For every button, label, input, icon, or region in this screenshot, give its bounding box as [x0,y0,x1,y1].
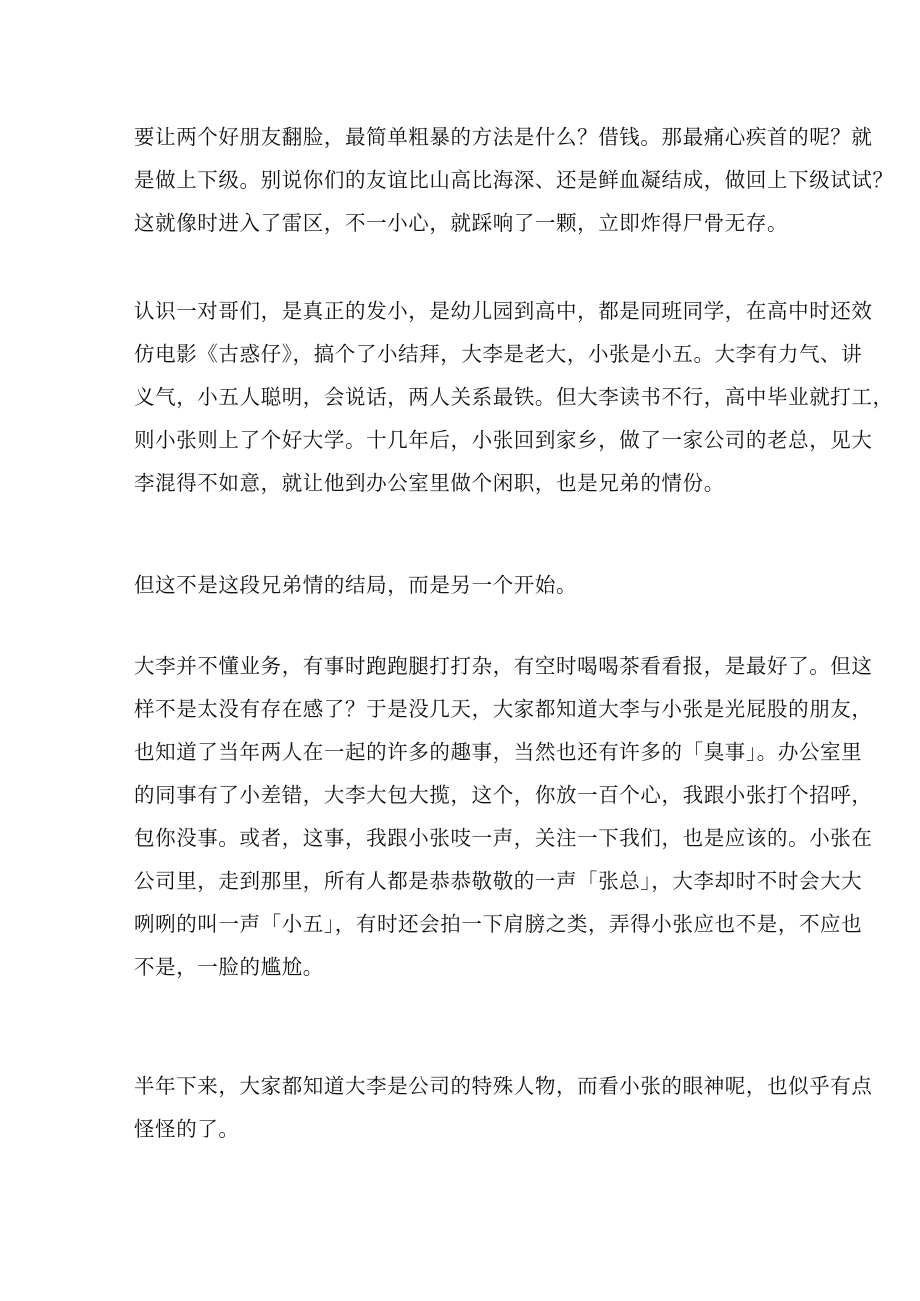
paragraph-5 [134,1065,873,1151]
text-line: 要让两个好朋友翻脸，最简单粗暴的方法是什么？借钱。那最痛心疾首的呢？就 [134,125,873,149]
text-line: 怪怪的了。 [134,1117,240,1141]
text-line: 不是，一脸的尴尬。 [134,955,324,979]
text-line: 的同事有了小差错，大李大包大揽，这个，你放一百个心，我跟小张打个招呼， [134,783,873,807]
text-line: 公司里，走到那里，所有人都是恭恭敬敬的一声「张总」，大李却时不时会大大 [134,869,863,893]
text-line: 样不是太没有存在感了？于是没几天，大家都知道大李与小张是光屁股的朋友， [134,697,873,721]
paragraph-4 [134,645,873,989]
text-line: 半年下来，大家都知道大李是公司的特殊人物，而看小张的眼神呢，也似乎有点 [134,1074,873,1098]
text-line: 包你没事。或者，这事，我跟小张吱一声，关注一下我们，也是应该的。小张在 [134,826,873,850]
text-line: 认识一对哥们，是真正的发小，是幼儿园到高中，都是同班同学，在高中时还效 [134,299,873,323]
text-line: 则小张则上了个好大学。十几年后，小张回到家乡，做了一家公司的老总，见大 [134,428,873,452]
text-line: 但这不是这段兄弟情的结局，而是另一个开始。 [134,573,578,597]
text-line: 仿电影《古惑仔》，搞个了小结拜，大李是老大，小张是小五。大李有力气、讲 [134,342,863,366]
paragraph-1 [134,116,894,245]
text-line: 大李并不懂业务，有事时跑跑腿打打杂，有空时喝喝茶看看报，是最好了。但这 [134,654,873,678]
text-line: 是做上下级。别说你们的友谊比山高比海深、还是鲜血凝结成，做回上下级试试？ [134,168,894,192]
paragraph-2 [134,290,894,505]
text-line: 李混得不如意，就让他到办公室里做个闲职，也是兄弟的情份。 [134,471,725,495]
text-line: 这就像时进入了雷区，不一小心，就踩响了一颗，立即炸得尸骨无存。 [134,211,789,235]
text-line: 咧咧的叫一声「小五」，有时还会拍一下肩膀之类，弄得小张应也不是，不应也 [134,912,863,936]
paragraph-3 [134,564,792,607]
text-line: 义气，小五人聪明，会说话，两人关系最铁。但大李读书不行，高中毕业就打工， [134,385,894,409]
text-line: 也知道了当年两人在一起的许多的趣事，当然也还有许多的「臭事」。办公室里 [134,740,863,764]
